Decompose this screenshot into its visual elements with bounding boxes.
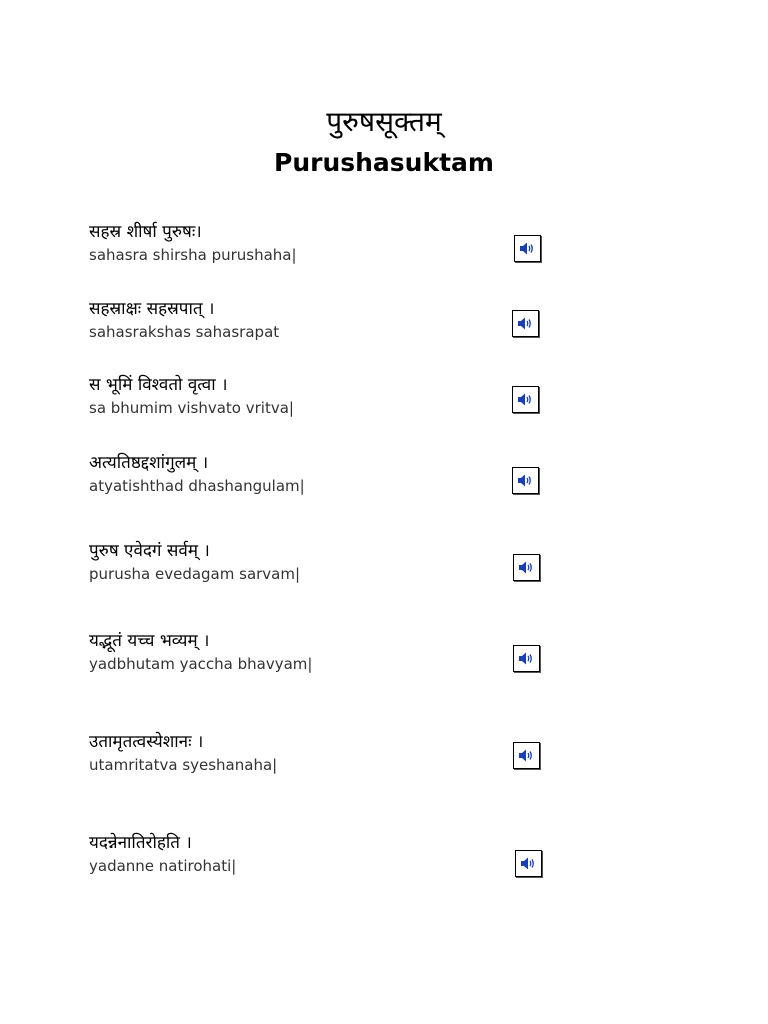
play-audio-button-5[interactable] xyxy=(513,554,540,581)
verse-4 xyxy=(89,451,509,497)
verse-transliteration: utamritatva syeshanaha| xyxy=(89,756,278,774)
speaker-icon xyxy=(518,651,535,666)
verse-transliteration: sahasrakshas sahasrapat xyxy=(89,323,280,341)
verse-8 xyxy=(89,831,509,877)
verse-devanagari: सहस्राक्षः सहस्रपात् । xyxy=(89,299,215,319)
verse-6 xyxy=(89,629,509,675)
speaker-icon xyxy=(518,560,535,575)
play-audio-button-7[interactable] xyxy=(513,742,540,769)
speaker-icon xyxy=(517,473,534,488)
speaker-icon xyxy=(517,392,534,407)
page-title-devanagari: पुरुषसूक्तम् xyxy=(326,105,442,138)
verse-devanagari: पुरुष एवेदगं सर्वम् । xyxy=(89,541,210,561)
verse-transliteration: yadanne natirohati| xyxy=(89,857,237,875)
verse-1 xyxy=(89,220,509,266)
play-audio-button-6[interactable] xyxy=(513,645,540,672)
speaker-icon xyxy=(517,316,534,331)
verse-5 xyxy=(89,539,509,585)
play-audio-button-4[interactable] xyxy=(512,467,539,494)
verse-devanagari: यद्भूतं यच्च भव्यम् । xyxy=(89,631,210,651)
speaker-icon xyxy=(519,241,536,256)
verse-devanagari: उतामृतत्वस्येशानः । xyxy=(89,732,204,752)
verse-devanagari: अत्यतिष्ठद्दशांगुलम् । xyxy=(89,453,209,473)
verse-devanagari: सहस्र शीर्षा पुरुषः। xyxy=(89,222,202,242)
verse-3 xyxy=(89,373,509,419)
speaker-icon xyxy=(518,748,535,763)
verse-transliteration: purusha evedagam sarvam| xyxy=(89,565,301,583)
page-title: Purushasuktam xyxy=(274,148,494,177)
verse-2 xyxy=(89,297,509,343)
verse-transliteration: yadbhutam yaccha bhavyam| xyxy=(89,655,313,673)
verse-transliteration: atyatishthad dhashangulam| xyxy=(89,477,305,495)
play-audio-button-3[interactable] xyxy=(512,386,539,413)
verse-7 xyxy=(89,730,509,776)
play-audio-button-8[interactable] xyxy=(515,850,542,877)
verse-transliteration: sa bhumim vishvato vritva| xyxy=(89,399,294,417)
play-audio-button-2[interactable] xyxy=(512,310,539,337)
verse-devanagari: यदन्नेनातिरोहति । xyxy=(89,833,192,853)
verse-transliteration: sahasra shirsha purushaha| xyxy=(89,246,297,264)
speaker-icon xyxy=(520,856,537,871)
verse-devanagari: स भूमिं विश्वतो वृत्वा । xyxy=(89,375,228,395)
play-audio-button-1[interactable] xyxy=(514,235,541,262)
